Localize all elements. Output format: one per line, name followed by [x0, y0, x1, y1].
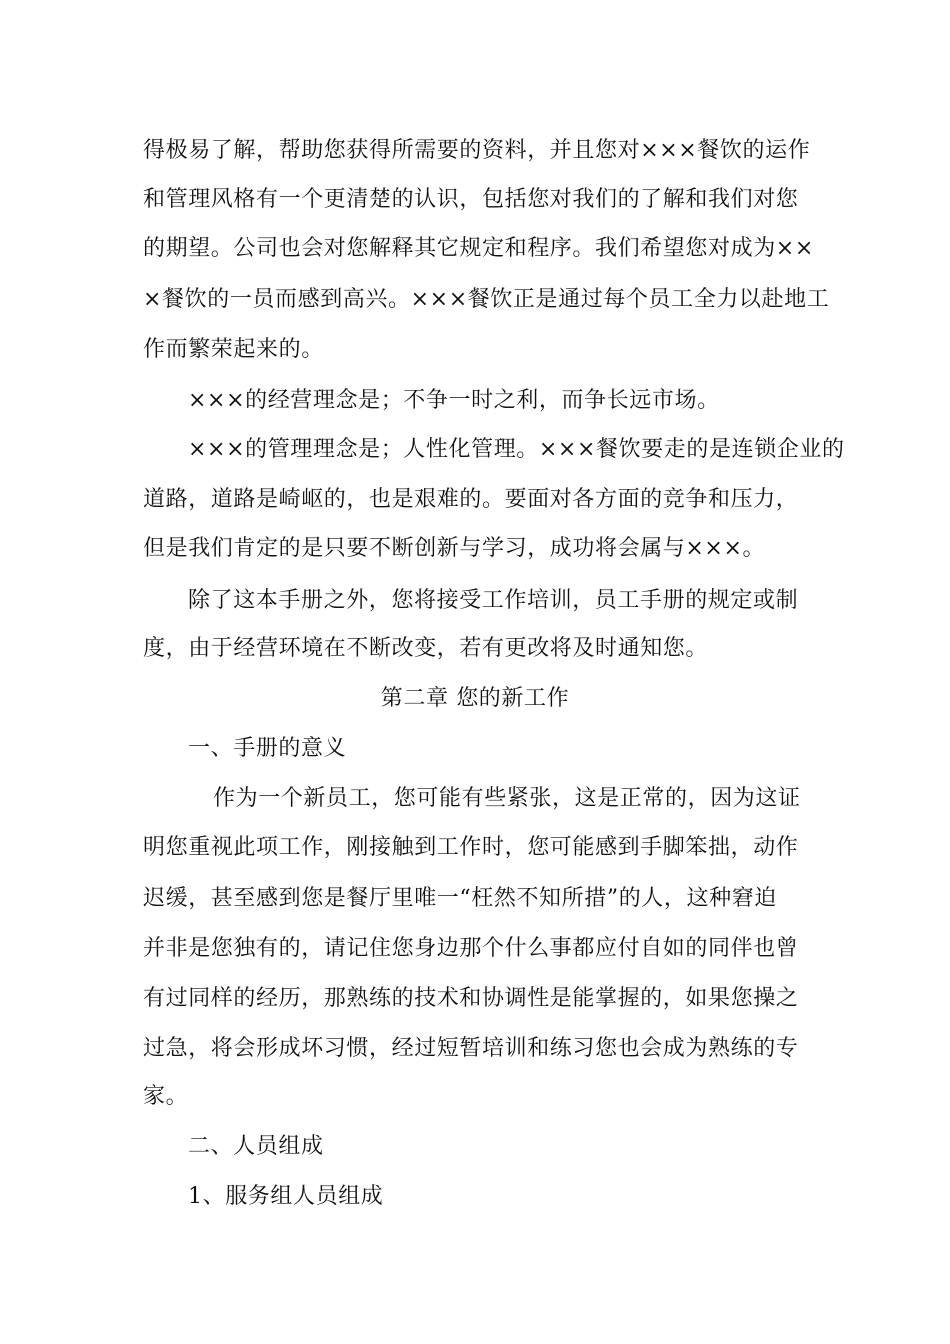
paragraph-line: ×餐饮的一员而感到高兴。×××餐饮正是通过每个员工全力以赴地工 [143, 287, 830, 312]
subsection-heading: 1、服务组人员组成 [188, 1184, 384, 1209]
paragraph-line: 除了这本手册之外，您将接受工作培训，员工手册的规定或制 [188, 588, 799, 613]
paragraph-line: 但是我们肯定的是只要不断创新与学习，成功将会属与×××。 [143, 536, 766, 561]
paragraph-line: 度，由于经营环境在不断改变，若有更改将及时通知您。 [143, 636, 709, 661]
section-heading: 二、人员组成 [188, 1134, 324, 1159]
paragraph-line: 的期望。公司也会对您解释其它规定和程序。我们希望您对成为×× [143, 236, 814, 261]
chapter-title: 第二章 您的新工作 [380, 686, 570, 711]
business-philosophy-paragraph: ×××的经营理念是；不争一时之利，而争长远市场。 [188, 388, 720, 413]
paragraph-line: 过急，将会形成坏习惯，经过短暂培训和练习您也会成为熟练的专 [143, 1036, 799, 1061]
paragraph-line: 道路，道路是崎岖的，也是艰难的。要面对各方面的竞争和压力， [143, 487, 799, 512]
paragraph-line: 得极易了解，帮助您获得所需要的资料，并且您对×××餐饮的运作 [143, 138, 811, 163]
paragraph-line: 明您重视此项工作，刚接触到工作时，您可能感到手脚笨拙，动作 [143, 835, 799, 860]
paragraph-line: 并非是您独有的，请记住您身边那个什么事都应付自如的同伴也曾 [143, 936, 799, 961]
paragraph-line: 和管理风格有一个更清楚的认识，包括您对我们的了解和我们对您 [143, 187, 799, 212]
paragraph-line: 迟缓，甚至感到您是餐厅里唯一“枉然不知所措”的人，这种窘迫 [143, 886, 777, 911]
section-heading: 一、手册的意义 [188, 736, 347, 761]
paragraph-line: 有过同样的经历，那熟练的技术和协调性是能掌握的，如果您操之 [143, 986, 799, 1011]
paragraph-line: ×××的管理理念是；人性化管理。×××餐饮要走的是连锁企业的 [188, 437, 845, 462]
paragraph-line: 作为一个新员工，您可能有些紧张，这是正常的，因为这证 [213, 786, 801, 811]
paragraph-line: 作而繁荣起来的。 [143, 337, 324, 362]
paragraph-line: 家。 [143, 1084, 189, 1109]
